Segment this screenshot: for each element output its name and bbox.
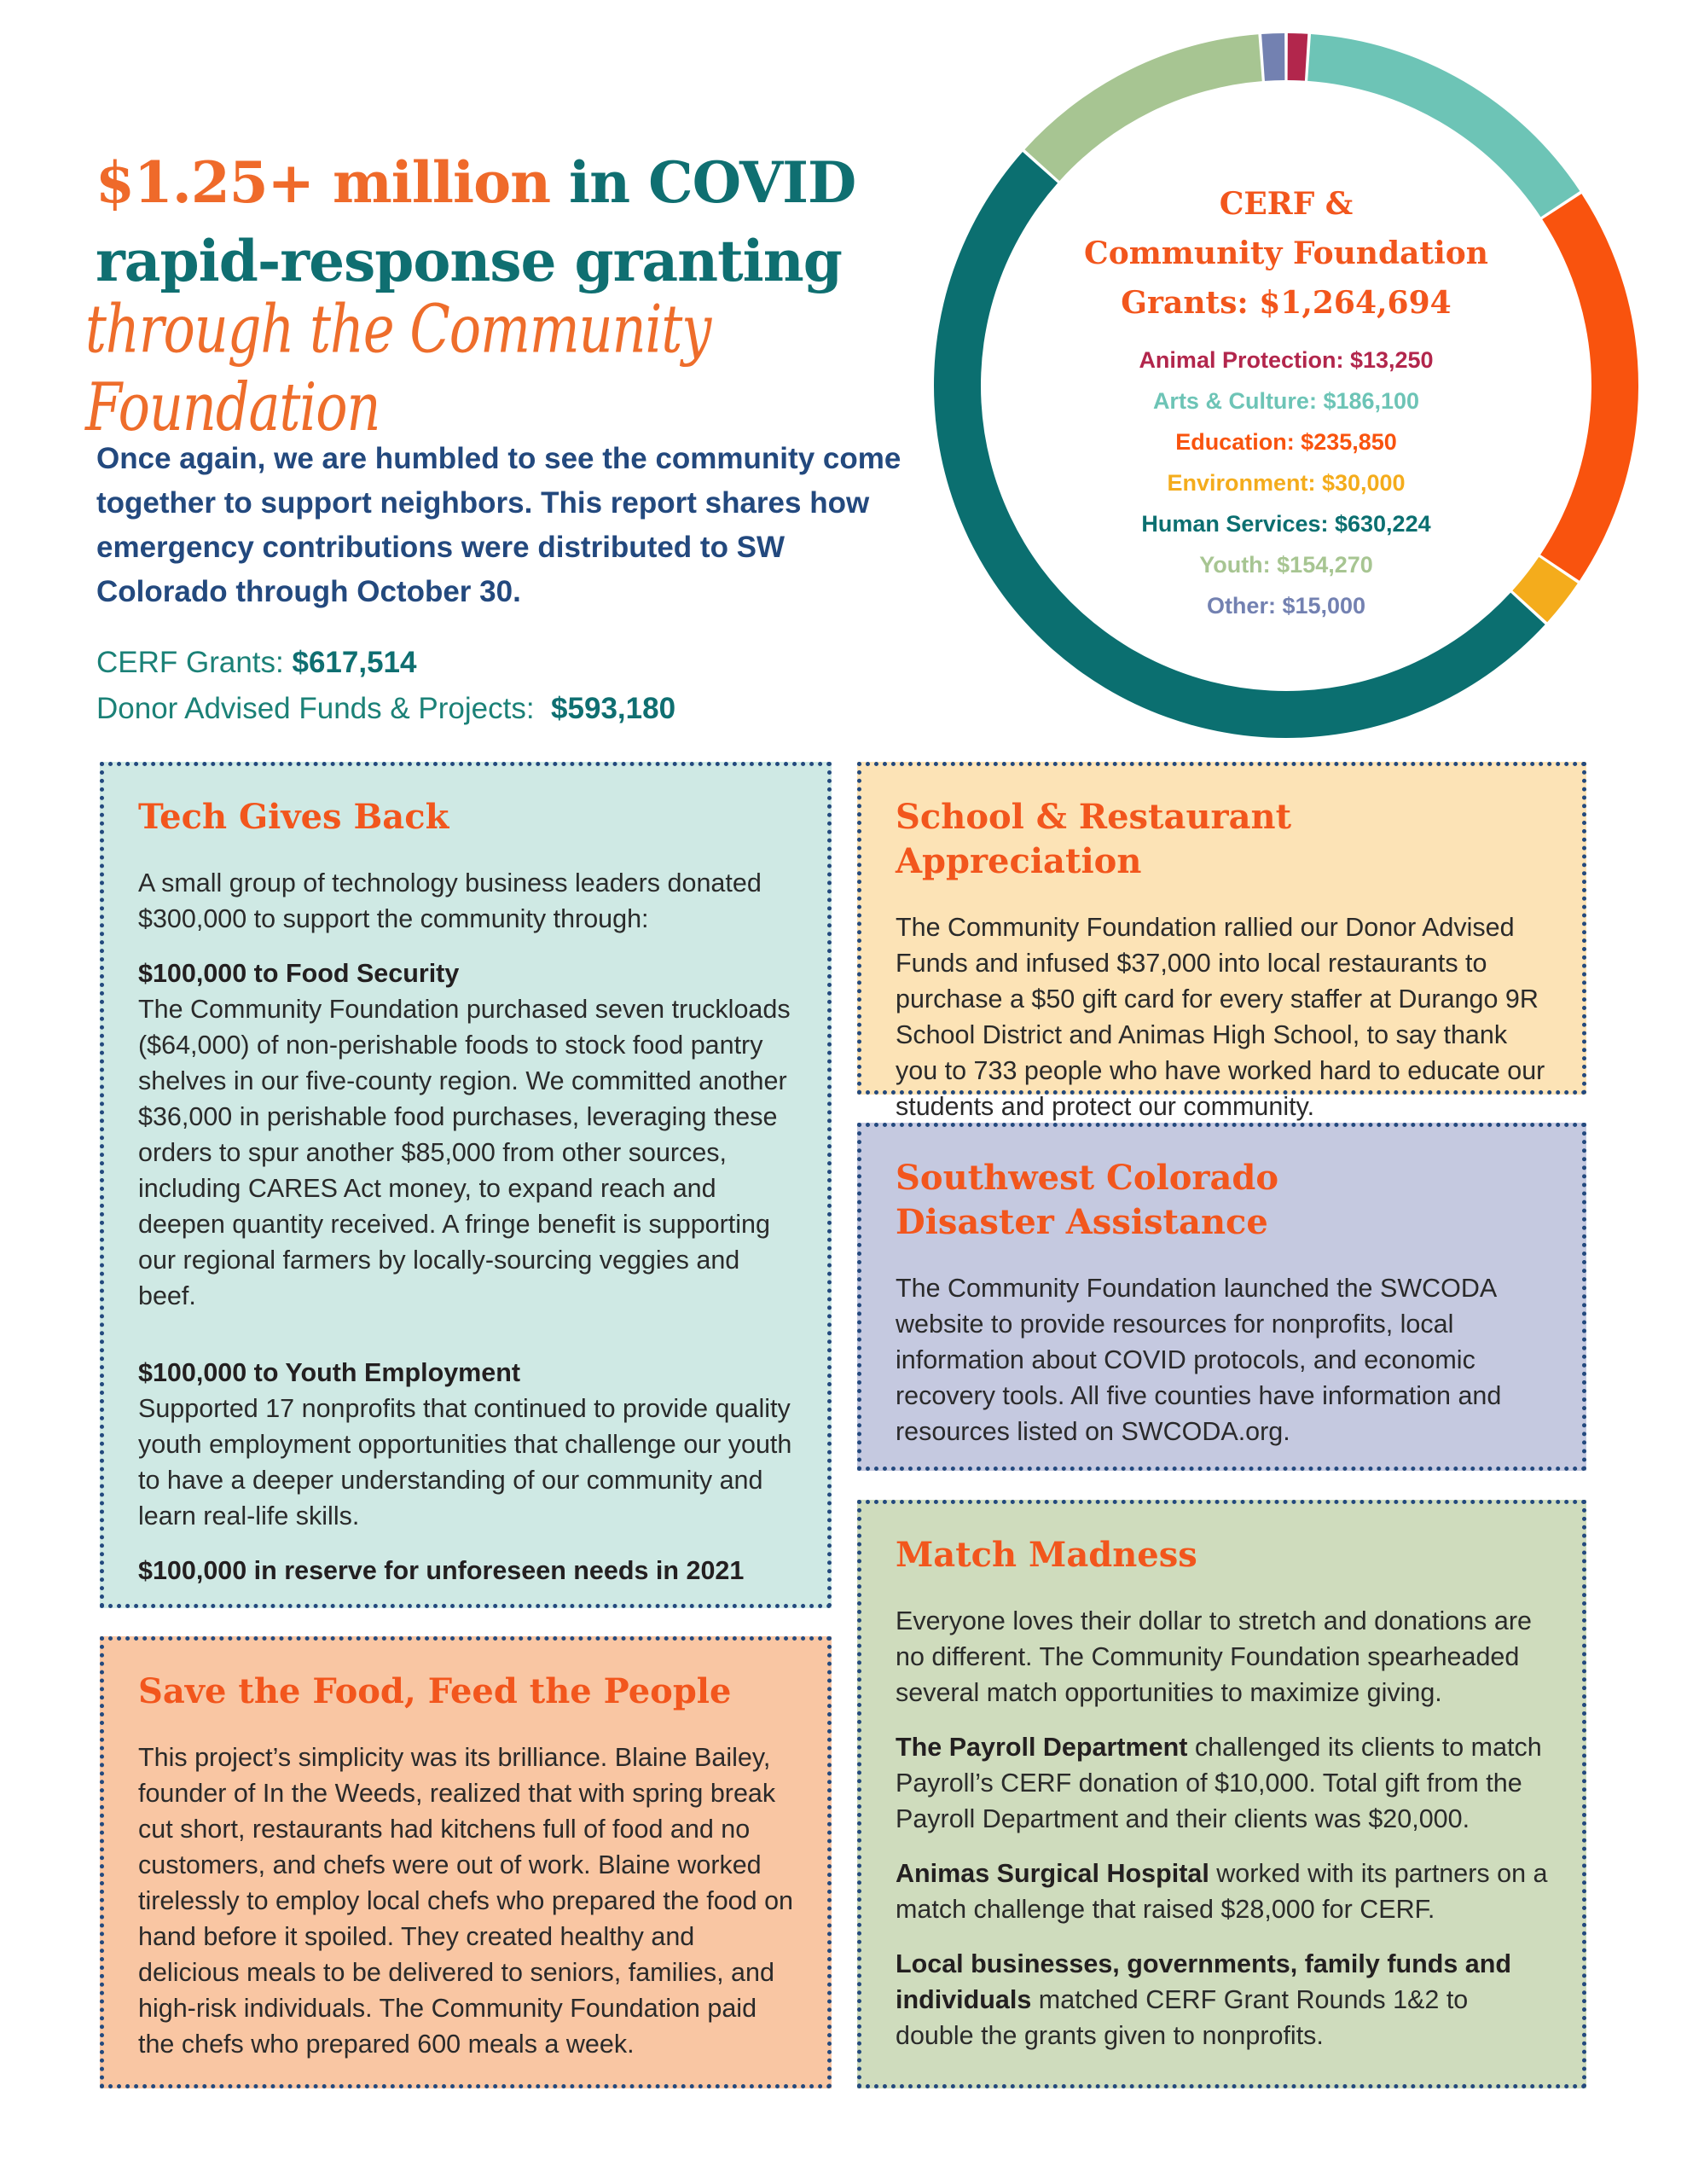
cerf-total-value: $617,514 <box>292 646 417 679</box>
daf-total-label: Donor Advised Funds & Projects: <box>96 692 552 725</box>
grant-totals <box>96 640 915 732</box>
legend-education: Education: $235,850 <box>1175 429 1397 455</box>
match-madness-title: Match Madness <box>896 1535 1197 1575</box>
legend-arts-culture: Arts & Culture: $186,100 <box>1152 388 1420 414</box>
payroll-bold: The Payroll Department <box>896 1733 1188 1762</box>
donut-segment-other <box>1261 33 1284 81</box>
page-headline <box>96 143 948 300</box>
hospital-bold: Animas Surgical Hospital <box>896 1859 1209 1888</box>
swcoda-box <box>857 1123 1586 1471</box>
food-security-text: The Community Foundation purchased seven truckloads ($64,000) of non-perishable foods to stock food pantry shelves in our five-county region. We committed another $36,000 in perishable food purchases, leveraging these orders to spur another $85,000 from other sources, including CARES Act money, to expand reach and deepen quantity received. A fringe benefit is supporting our regional farmers by locally-sourcing veggies and beef. <box>138 995 791 1310</box>
intro-paragraph: Once again, we are humbled to see the community come together to support neighbors. This report shares how emergency contributions were distributed to SW Colorado through October 30. <box>96 442 901 608</box>
local-bold: Local businesses, governments, family funds and individuals <box>896 1949 1512 2014</box>
food-security-heading: $100,000 to Food Security <box>138 959 460 988</box>
youth-employment-section <box>138 1355 793 1534</box>
match-madness-box <box>857 1500 1586 2088</box>
school-restaurant-box <box>857 762 1586 1121</box>
legend-animal-protection: Animal Protection: $13,250 <box>1139 347 1434 373</box>
payroll-text: challenged its clients to match Payroll’s CERF donation of $10,000. Total gift from the Payroll Department and their clients was $20,000. <box>896 1733 1542 1833</box>
legend-other: Other: $15,000 <box>1206 593 1366 619</box>
daf-total-value: $593,180 <box>551 692 676 725</box>
tech-gives-back-box <box>100 762 832 1608</box>
donut-title-line-3: Grants: $1,264,694 <box>1121 285 1452 321</box>
swcoda-title-line-2: Disaster Assistance <box>896 1202 1268 1242</box>
match-intro: Everyone loves their dollar to stretch and donations are no different. The Community Foundation spearheaded several match opportunities to maximize giving. <box>896 1606 1532 1707</box>
headline-line-1 <box>96 143 948 222</box>
save-the-food-text: This project’s simplicity was its brilliance. Blaine Bailey, founder of In the Weeds, realized that with spring break cut short, restaurants had kitchens full of food and no customers, and chefs were out of work. Blaine worked tirelessly to employ local chefs who prepared the food on hand before it spoiled. They created healthy and delicious meals to be delivered to seniors, families, and high-risk individuals. The Community Foundation paid the chefs who prepared 600 meals a week. <box>138 1743 794 2059</box>
donut-segment-education <box>1540 194 1638 581</box>
donut-title <box>1017 179 1555 328</box>
donut-segment-youth <box>1024 34 1261 181</box>
daf-total-row <box>96 686 915 732</box>
legend-youth: Youth: $154,270 <box>1199 552 1373 578</box>
donut-segment-animal-protection <box>1288 33 1308 81</box>
donut-title-line-1: CERF & <box>1219 186 1354 222</box>
save-the-food-box <box>100 1636 832 2088</box>
local-text: matched CERF Grant Rounds 1&2 to double the grants given to nonprofits. <box>896 1985 1469 2050</box>
school-restaurant-title: School & Restaurant Appreciation <box>896 797 1292 881</box>
school-restaurant-text: The Community Foundation rallied our Donor Advised Funds and infused $37,000 into local restaurants to purchase a $50 gift card for every staffer at Durango 9R School District and Animas High School, to say thank you to 733 people who have worked hard to educate our students and protect our community. <box>896 913 1545 1121</box>
payroll-paragraph <box>896 1729 1548 1837</box>
donut-legend <box>1017 340 1555 626</box>
swcoda-text: The Community Foundation launched the SWCODA website to provide resources for nonprofits, local information about COVID protocols, and economic recovery tools. All five counties have information and resources listed on SWCODA.org. <box>896 1274 1502 1446</box>
headline-amount: $1.25+ million <box>96 149 551 216</box>
script-subtitle: through the Community Foundation <box>85 290 711 446</box>
legend-human-services: Human Services: $630,224 <box>1141 511 1431 537</box>
swcoda-title <box>896 1156 1548 1245</box>
tech-intro: A small group of technology business leaders donated $300,000 to support the community through: <box>138 868 762 933</box>
cerf-total-row <box>96 640 915 686</box>
hospital-text: worked with its partners on a match challenge that raised $28,000 for CERF. <box>896 1859 1548 1924</box>
legend-environment: Environment: $30,000 <box>1167 470 1406 496</box>
youth-employment-text: Supported 17 nonprofits that continued to provide quality youth employment opportunities that challenge our youth to have a deeper understanding of our community and learn real-life skills. <box>138 1394 792 1531</box>
donut-title-line-2: Community Foundation <box>1084 235 1488 271</box>
food-security-section <box>138 956 793 1314</box>
hospital-paragraph <box>896 1856 1548 1927</box>
headline-line-2: rapid-response granting <box>96 228 842 294</box>
reserve-note: $100,000 in reserve for unforeseen needs in 2021 <box>138 1556 745 1585</box>
donut-center-label <box>1017 179 1555 626</box>
local-paragraph <box>896 1946 1548 2053</box>
swcoda-title-line-1: Southwest Colorado <box>896 1158 1279 1198</box>
youth-employment-heading: $100,000 to Youth Employment <box>138 1358 521 1387</box>
headline-covid: in COVID <box>550 149 856 216</box>
tech-gives-back-title: Tech Gives Back <box>138 797 449 837</box>
cerf-total-label: CERF Grants: <box>96 646 293 679</box>
save-the-food-title: Save the Food, Feed the People <box>138 1671 732 1711</box>
